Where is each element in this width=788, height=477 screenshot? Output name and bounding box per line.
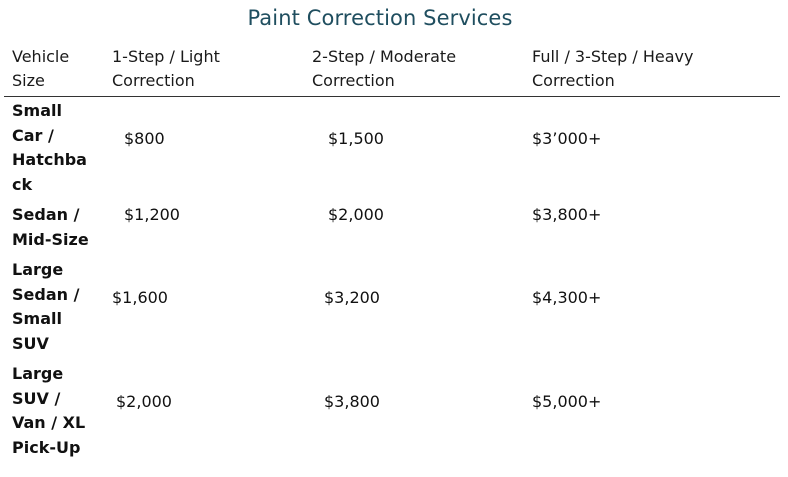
price-moderate-large-sedan: $3,200 [324,288,380,307]
row-label-large-sedan [12,258,104,356]
price-light-large-suv: $2,000 [116,392,172,411]
row-label-line: Pick-Up [12,437,81,457]
price-moderate-small-car: $1,500 [328,129,384,148]
row-label-line: SUV / [12,388,61,408]
row-label-line: Car / [12,125,54,145]
price-light-small-car: $800 [124,129,165,148]
column-header-vehicle-size [12,45,102,93]
column-header-heavy-correction [532,45,772,93]
header-line: Size [12,71,45,90]
price-moderate-large-suv: $3,800 [324,392,380,411]
header-line: Full / 3-Step / Heavy [532,47,694,66]
row-label-line: Large [12,364,64,383]
header-line: Correction [112,71,195,90]
price-heavy-sedan: $3,800+ [532,205,602,224]
price-heavy-large-suv: $5,000+ [532,392,602,411]
row-label-line: Small [12,309,62,328]
row-label-line: ck [12,174,33,194]
row-label-line: Sedan / [12,205,80,224]
row-label-line: Van / XL [12,413,86,432]
row-label-line: Large [12,260,64,279]
price-light-sedan: $1,200 [124,205,180,224]
page-title: Paint Correction Services [247,6,513,30]
column-header-moderate-correction [312,45,522,93]
column-header-light-correction [112,45,302,93]
header-divider [4,96,780,97]
row-label-line: Small [12,101,62,120]
row-label-line: SUV [12,333,49,353]
price-heavy-large-sedan: $4,300+ [532,288,602,307]
row-label-line: Mid-Size [12,229,89,249]
price-heavy-small-car: $3’000+ [532,129,602,148]
header-line: 1-Step / Light [112,47,220,66]
header-line: Correction [532,71,615,90]
price-moderate-sedan: $2,000 [328,205,384,224]
header-line: Correction [312,71,395,90]
row-label-sedan [12,203,104,252]
row-label-large-suv [12,362,104,460]
row-label-small-car [12,99,104,197]
row-label-line: Hatchba [12,150,87,169]
header-line: 2-Step / Moderate [312,47,457,66]
header-line: Vehicle [12,47,70,66]
row-label-line: Sedan / [12,284,80,304]
price-light-large-sedan: $1,600 [112,288,168,307]
